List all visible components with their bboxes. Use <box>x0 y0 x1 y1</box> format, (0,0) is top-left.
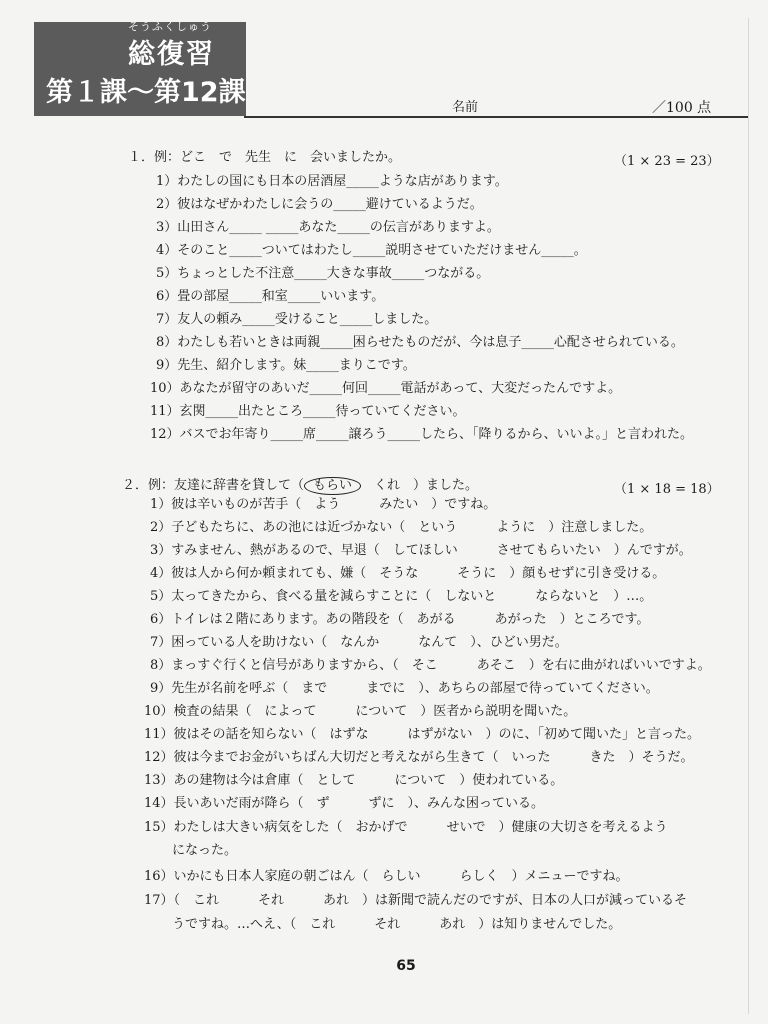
s1-item-9: 9）先生、紹介します。妹_____まりこです。 <box>156 358 416 373</box>
s2-item-7: 7）困っている人を助けない（ なんか なんて ）、ひどい男だ。 <box>150 635 568 650</box>
s2-item-16: 16）いかにも日本人家庭の朝ごはん（ らしい らしく ）メニューですね。 <box>144 869 629 884</box>
s2-item-15-cont: になった。 <box>172 843 238 858</box>
s1-item-12: 12）バスでお年寄り_____席_____譲ろう_____したら、「降りるから、いいよ。」と言われた。 <box>150 427 694 442</box>
s2-item-1: 1）彼は辛いものが苦手（ よう みたい ）ですね。 <box>150 497 497 512</box>
s2-item-10: 10）検査の結果（ によって について ）医者から説明を聞いた。 <box>144 704 577 719</box>
section2-example <box>122 477 478 495</box>
score-total-label: ／100 点 <box>652 100 712 116</box>
lesson-range: 第１課〜第12課 <box>46 77 246 108</box>
s1-item-8: 8）わたしも若いときは両親_____困らせたものだが、今は息子_____心配させられている。 <box>156 335 684 350</box>
s2-item-13: 13）あの建物は今は倉庫（ として について ）使われている。 <box>144 773 564 788</box>
s2-item-5: 5）太ってきたから、食べる量を減らすことに（ しないと ならないと ）…。 <box>150 589 653 604</box>
s2-item-2: 2）子どもたちに、あの池には近づかない（ という ように ）注意しました。 <box>150 520 653 535</box>
s1-item-6: 6）畳の部屋_____和室_____いいます。 <box>156 289 385 304</box>
name-label: 名前 <box>452 100 479 115</box>
s2-item-8: 8）まっすぐ行くと信号がありますから、（ そこ あそこ ）を右に曲がればいいですよ。 <box>150 658 711 673</box>
s2-item-14: 14）長いあいだ雨が降ら（ ず ずに ）、みんな困っている。 <box>144 796 545 811</box>
s2-item-11: 11）彼はその話を知らない（ はずな はずがない ）のに、「初めて聞いた」と言った。 <box>144 727 701 742</box>
s1-item-2: 2）彼はなぜかわたしに会うの_____避けているようだ。 <box>156 197 483 212</box>
section1-score: （1 × 23 = 23） <box>614 154 720 169</box>
s2-item-9: 9）先生が名前を呼ぶ（ まで までに ）、あちらの部屋で待っていてください。 <box>150 681 659 696</box>
page-edge <box>748 18 749 1014</box>
title-ruby: そうふくしゅう <box>128 20 212 33</box>
s1-item-1: 1）わたしの国にも日本の居酒屋_____ような店があります。 <box>156 174 508 189</box>
section2-example-before: ２．例：友達に辞書を貸して（ <box>122 478 305 493</box>
s1-item-4: 4）そのこと_____ついてはわたし_____説明させていただけません_____。 <box>156 243 587 258</box>
example-circled-answer: もらい <box>304 477 361 495</box>
page-number: 65 <box>396 958 416 974</box>
s2-item-3: 3）すみません、熱があるので、早退（ してほしい させてもらいたい ）んですが。 <box>150 543 692 558</box>
s2-item-12: 12）彼は今までお金がいちばん大切だと考えながら生きて（ いった きた ）そうだ。 <box>144 750 694 765</box>
s2-item-6: 6）トイレは２階にあります。あの階段を（ あがる あがった ）ところです。 <box>150 612 650 627</box>
section2-score: （1 × 18 = 18） <box>614 482 720 497</box>
s1-item-11: 11）玄関_____出たところ_____待っていてください。 <box>150 404 466 419</box>
s2-item-4: 4）彼は人から何か頼まれても、嫌（ そうな そうに ）顔もせずに引き受ける。 <box>150 566 666 581</box>
section2-example-after: くれ ）ました。 <box>361 478 479 493</box>
s1-item-7: 7）友人の頼み_____受けること_____しました。 <box>156 312 438 327</box>
s1-item-3: 3）山田さん_____ _____あなた_____の伝言がありますよ。 <box>156 220 500 235</box>
s2-item-15: 15）わたしは大きい病気をした（ おかげで せいで ）健康の大切さを考えるよう <box>144 820 668 835</box>
s1-item-10: 10）あなたが留守のあいだ_____何回_____電話があって、大変だったんですよ。 <box>150 381 622 396</box>
section1-example: １．例：どこ で 先生 に 会いましたか。 <box>128 150 402 165</box>
s2-item-17-cont: うですね。…へえ、（ これ それ あれ ）は知りませんでした。 <box>172 917 622 932</box>
s1-item-5: 5）ちょっとした不注意_____大きな事故_____つながる。 <box>156 266 490 281</box>
s2-item-17: 17）（ これ それ あれ ）は新聞で読んだのですが、日本の人口が減っているそ <box>144 893 688 908</box>
page-title: 総復習 <box>128 39 215 70</box>
